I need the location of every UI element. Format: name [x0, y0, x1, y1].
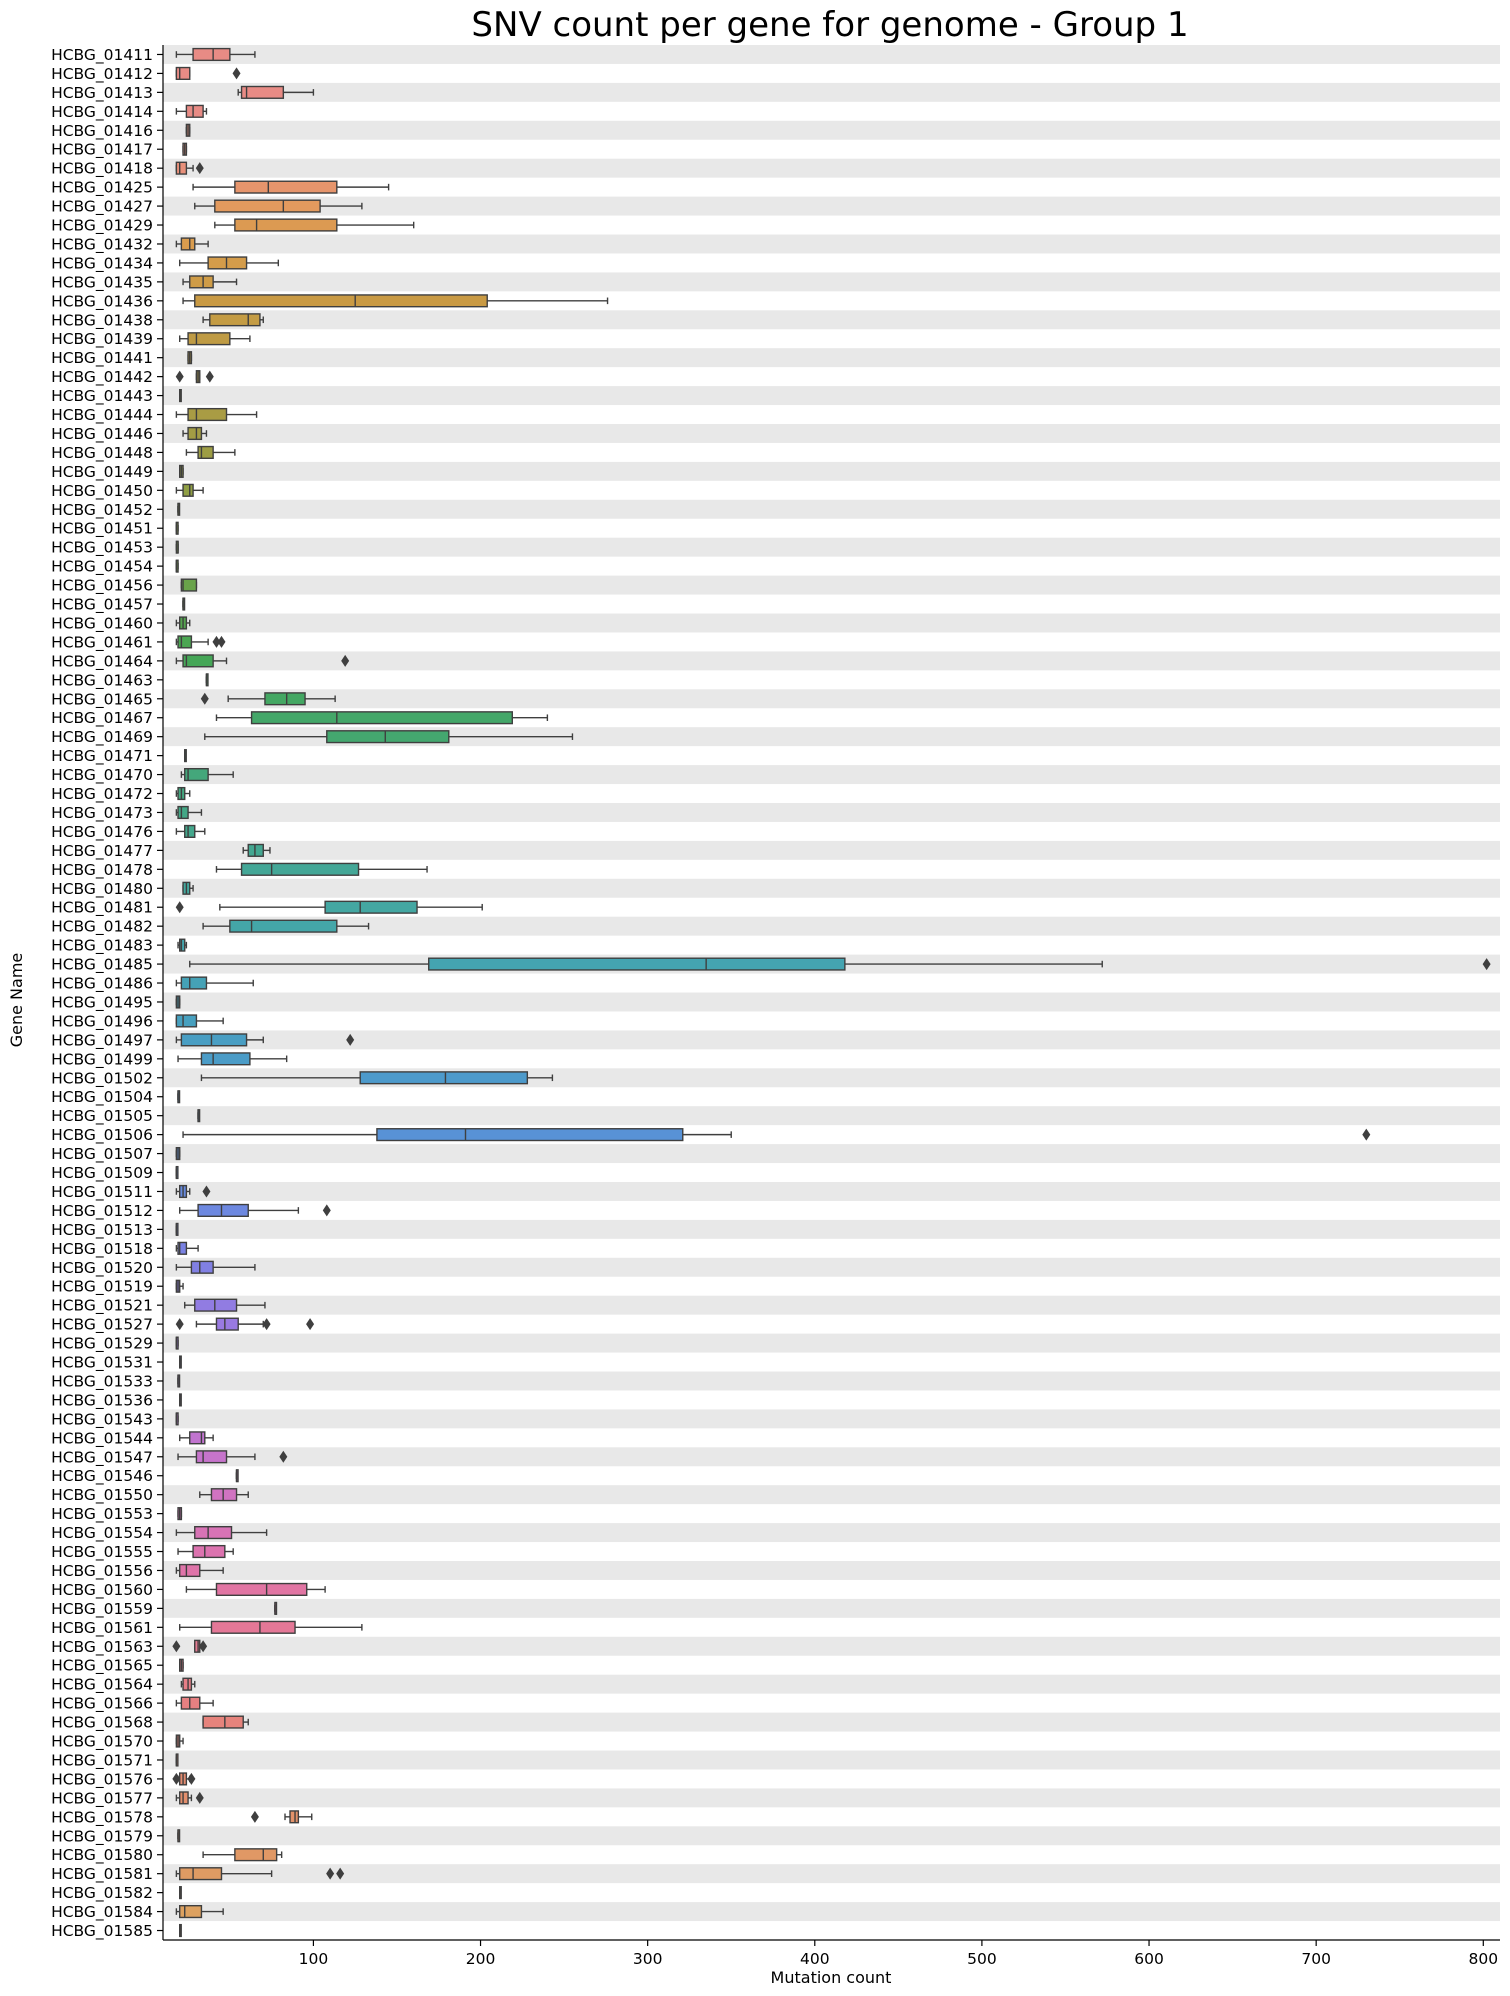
y-axis-label: Gene Name — [7, 952, 26, 1048]
box-HCBG_01442 — [176, 371, 214, 383]
y-tick-label: HCBG_01469 — [51, 728, 153, 747]
row-stripe — [163, 1447, 1500, 1466]
row-stripe — [163, 1182, 1500, 1201]
y-tick-label: HCBG_01511 — [51, 1182, 153, 1201]
box-iqr — [183, 655, 213, 667]
x-axis-label: Mutation count — [770, 1968, 892, 1987]
y-tick-label: HCBG_01481 — [51, 898, 153, 917]
y-tick-label: HCBG_01453 — [51, 538, 153, 557]
box-HCBG_01472 — [176, 788, 189, 800]
box-HCBG_01439 — [180, 333, 250, 345]
row-stripe — [163, 386, 1500, 405]
y-tick-label: HCBG_01464 — [51, 652, 153, 671]
y-tick-label: HCBG_01546 — [51, 1467, 153, 1486]
y-tick-label: HCBG_01582 — [51, 1884, 153, 1903]
box-iqr — [181, 1697, 199, 1709]
box-iqr — [216, 1584, 306, 1596]
box-HCBG_01568 — [203, 1716, 248, 1728]
box-iqr — [185, 826, 195, 838]
y-tick-label: HCBG_01560 — [51, 1580, 153, 1599]
row-stripe — [163, 576, 1500, 595]
box-HCBG_01416 — [186, 124, 189, 136]
box-iqr — [429, 958, 845, 970]
y-tick-label: HCBG_01505 — [51, 1107, 153, 1126]
y-tick-label: HCBG_01476 — [51, 822, 153, 841]
box-iqr — [235, 1849, 277, 1861]
row-stripe — [163, 689, 1500, 708]
y-tick-label: HCBG_01519 — [51, 1277, 153, 1296]
chart-title: SNV count per gene for genome - Group 1 — [471, 5, 1189, 45]
row-stripe — [163, 1864, 1500, 1883]
box-HCBG_01453 — [176, 541, 178, 553]
box-HCBG_01518 — [176, 1242, 198, 1254]
x-tick-label: 700 — [1301, 1950, 1331, 1968]
y-tick-label: HCBG_01576 — [51, 1770, 153, 1789]
row-stripe — [163, 765, 1500, 784]
y-tick-label: HCBG_01520 — [51, 1258, 153, 1277]
x-tick-label: 300 — [632, 1950, 663, 1968]
row-stripe — [163, 993, 1500, 1012]
box-HCBG_01467 — [216, 712, 547, 724]
box-iqr — [190, 276, 213, 288]
y-tick-label: HCBG_01432 — [51, 235, 153, 254]
y-tick-label: HCBG_01443 — [51, 387, 153, 406]
box-HCBG_01478 — [216, 863, 427, 875]
row-stripe — [163, 197, 1500, 216]
box-HCBG_01509 — [176, 1167, 178, 1179]
box-HCBG_01417 — [183, 143, 186, 155]
y-tick-label: HCBG_01446 — [51, 424, 153, 443]
box-HCBG_01580 — [203, 1849, 282, 1861]
row-stripe — [163, 1030, 1500, 1049]
y-tick-label: HCBG_01584 — [51, 1903, 153, 1922]
row-stripe — [163, 879, 1500, 898]
box-HCBG_01543 — [176, 1413, 178, 1425]
box-HCBG_01507 — [176, 1148, 179, 1160]
outlier-point — [306, 1318, 314, 1330]
box-iqr — [180, 1868, 222, 1880]
box-HCBG_01546 — [237, 1470, 239, 1482]
row-stripe — [163, 159, 1500, 178]
y-axis-ticks — [51, 46, 163, 1941]
y-tick-label: HCBG_01413 — [51, 83, 153, 102]
box-HCBG_01448 — [186, 447, 234, 459]
y-tick-label: HCBG_01536 — [51, 1391, 153, 1410]
box-iqr — [235, 219, 337, 231]
y-tick-label: HCBG_01486 — [51, 974, 153, 993]
box-iqr — [290, 1811, 298, 1823]
row-stripe — [163, 235, 1500, 254]
x-tick-label: 600 — [1134, 1950, 1164, 1968]
box-iqr — [242, 863, 359, 875]
box-HCBG_01434 — [180, 257, 279, 269]
box-iqr — [186, 105, 203, 117]
box-iqr — [198, 1205, 248, 1217]
box-HCBG_01582 — [180, 1887, 182, 1899]
box-HCBG_01456 — [181, 579, 196, 591]
x-tick-label: 500 — [967, 1950, 997, 1968]
row-stripe — [163, 1523, 1500, 1542]
box-iqr — [183, 484, 193, 496]
box-HCBG_01441 — [188, 352, 191, 364]
box-HCBG_01412 — [176, 67, 240, 79]
y-tick-label: HCBG_01578 — [51, 1808, 153, 1827]
box-HCBG_01481 — [176, 901, 482, 913]
outlier-point — [176, 901, 184, 913]
y-tick-label: HCBG_01521 — [51, 1296, 153, 1315]
box-iqr — [203, 1716, 243, 1728]
y-tick-label: HCBG_01439 — [51, 330, 153, 349]
row-stripe — [163, 424, 1500, 443]
row-stripe — [163, 1106, 1500, 1125]
y-tick-label: HCBG_01529 — [51, 1334, 153, 1353]
row-stripe — [163, 1561, 1500, 1580]
box-iqr — [195, 1640, 200, 1652]
y-tick-label: HCBG_01571 — [51, 1751, 153, 1770]
box-iqr — [325, 901, 417, 913]
y-tick-label: HCBG_01495 — [51, 993, 153, 1012]
box-iqr — [216, 1318, 238, 1330]
box-iqr — [195, 1299, 237, 1311]
box-HCBG_01513 — [176, 1224, 178, 1236]
y-tick-label: HCBG_01518 — [51, 1239, 153, 1258]
y-tick-label: HCBG_01502 — [51, 1069, 153, 1088]
y-tick-label: HCBG_01496 — [51, 1012, 153, 1031]
box-HCBG_01533 — [178, 1375, 180, 1387]
row-stripe — [163, 1258, 1500, 1277]
y-tick-label: HCBG_01568 — [51, 1713, 153, 1732]
y-tick-label: HCBG_01454 — [51, 557, 153, 576]
box-HCBG_01561 — [180, 1621, 362, 1633]
row-stripe — [163, 1713, 1500, 1732]
y-tick-label: HCBG_01531 — [51, 1353, 153, 1372]
y-tick-label: HCBG_01509 — [51, 1164, 153, 1183]
outlier-point — [206, 371, 214, 383]
row-stripe — [163, 1751, 1500, 1770]
box-iqr — [252, 712, 513, 724]
y-tick-label: HCBG_01471 — [51, 747, 153, 766]
y-tick-label: HCBG_01512 — [51, 1201, 153, 1220]
box-iqr — [215, 200, 320, 212]
box-HCBG_01512 — [180, 1204, 331, 1216]
box-HCBG_01566 — [176, 1697, 213, 1709]
y-tick-label: HCBG_01456 — [51, 576, 153, 595]
y-tick-label: HCBG_01442 — [51, 368, 153, 387]
box-HCBG_01452 — [178, 503, 180, 515]
y-tick-label: HCBG_01581 — [51, 1865, 153, 1884]
y-tick-label: HCBG_01450 — [51, 481, 153, 500]
box-iqr — [176, 68, 189, 80]
y-tick-label: HCBG_01533 — [51, 1372, 153, 1391]
y-tick-label: HCBG_01449 — [51, 462, 153, 481]
box-iqr — [193, 1546, 225, 1558]
box-HCBG_01463 — [206, 674, 208, 686]
y-tick-label: HCBG_01427 — [51, 197, 153, 216]
y-tick-label: HCBG_01550 — [51, 1486, 153, 1505]
y-tick-label: HCBG_01565 — [51, 1656, 153, 1675]
box-HCBG_01495 — [176, 996, 179, 1008]
box-iqr — [235, 181, 337, 193]
box-HCBG_01450 — [176, 484, 203, 496]
row-stripe — [163, 1637, 1500, 1656]
y-tick-label: HCBG_01425 — [51, 178, 153, 197]
y-tick-label: HCBG_01463 — [51, 671, 153, 690]
y-tick-label: HCBG_01543 — [51, 1410, 153, 1429]
row-stripe — [163, 1144, 1500, 1163]
box-iqr — [180, 1792, 188, 1804]
y-tick-label: HCBG_01418 — [51, 159, 153, 178]
y-tick-label: HCBG_01556 — [51, 1561, 153, 1580]
box-iqr — [190, 1432, 205, 1444]
row-stripe — [163, 45, 1500, 64]
box-HCBG_01444 — [176, 409, 256, 421]
outlier-point — [217, 636, 225, 648]
box-HCBG_01565 — [180, 1659, 183, 1671]
x-tick-label: 100 — [298, 1950, 329, 1968]
box-HCBG_01438 — [203, 314, 263, 326]
row-stripe — [163, 1296, 1500, 1315]
box-iqr — [195, 295, 487, 307]
y-tick-label: HCBG_01472 — [51, 785, 153, 804]
y-tick-label: HCBG_01438 — [51, 311, 153, 330]
box-iqr — [188, 428, 201, 440]
y-tick-label: HCBG_01467 — [51, 709, 153, 728]
y-tick-label: HCBG_01480 — [51, 879, 153, 898]
row-stripe — [163, 500, 1500, 519]
box-iqr — [176, 1015, 196, 1027]
y-tick-label: HCBG_01504 — [51, 1088, 153, 1107]
row-stripe — [163, 1902, 1500, 1921]
y-tick-label: HCBG_01507 — [51, 1145, 153, 1164]
box-iqr — [248, 845, 263, 857]
box-HCBG_01555 — [178, 1546, 233, 1558]
y-tick-label: HCBG_01452 — [51, 500, 153, 519]
row-stripe — [163, 651, 1500, 670]
box-iqr — [176, 162, 186, 174]
y-tick-label: HCBG_01561 — [51, 1618, 153, 1637]
row-stripe — [163, 841, 1500, 860]
box-iqr — [201, 1053, 249, 1065]
box-HCBG_01443 — [180, 390, 182, 402]
box-iqr — [198, 447, 213, 459]
y-tick-label: HCBG_01482 — [51, 917, 153, 936]
box-iqr — [188, 409, 226, 421]
box-iqr — [196, 1451, 226, 1463]
x-axis-ticks — [299, 1940, 1498, 1968]
box-HCBG_01476 — [176, 826, 204, 838]
row-stripe — [163, 310, 1500, 329]
y-tick-label: HCBG_01547 — [51, 1448, 153, 1467]
y-tick-label: HCBG_01497 — [51, 1031, 153, 1050]
y-tick-label: HCBG_01485 — [51, 955, 153, 974]
box-iqr — [191, 1261, 213, 1273]
y-tick-label: HCBG_01411 — [51, 45, 153, 64]
y-tick-label: HCBG_01570 — [51, 1732, 153, 1751]
outlier-point — [233, 67, 241, 79]
y-tick-label: HCBG_01559 — [51, 1599, 153, 1618]
box-HCBG_01436 — [183, 295, 607, 307]
y-tick-label: HCBG_01478 — [51, 860, 153, 879]
y-tick-label: HCBG_01473 — [51, 803, 153, 822]
y-tick-label: HCBG_01436 — [51, 292, 153, 311]
x-tick-label: 200 — [465, 1950, 496, 1968]
box-iqr — [181, 977, 206, 989]
x-tick-label: 800 — [1468, 1950, 1499, 1968]
outlier-point — [176, 371, 184, 383]
box-HCBG_01529 — [176, 1337, 178, 1349]
box-HCBG_01559 — [275, 1603, 277, 1615]
row-stripe — [163, 1220, 1500, 1239]
row-stripe — [163, 121, 1500, 140]
row-stripe — [163, 1826, 1500, 1845]
outlier-point — [263, 1318, 271, 1330]
y-tick-label: HCBG_01460 — [51, 614, 153, 633]
row-stripes — [163, 45, 1500, 1921]
box-HCBG_01585 — [180, 1925, 182, 1937]
y-tick-label: HCBG_01448 — [51, 443, 153, 462]
row-stripe — [163, 1409, 1500, 1428]
outlier-point — [176, 1318, 184, 1330]
row-stripe — [163, 1485, 1500, 1504]
box-HCBG_01471 — [185, 750, 187, 762]
box-HCBG_01519 — [176, 1280, 183, 1292]
box-iqr — [178, 636, 191, 648]
y-tick-label: HCBG_01555 — [51, 1543, 153, 1562]
y-tick-label: HCBG_01412 — [51, 64, 153, 83]
y-tick-label: HCBG_01577 — [51, 1789, 153, 1808]
box-iqr — [181, 238, 194, 250]
row-stripe — [163, 1599, 1500, 1618]
x-tick-label: 400 — [799, 1950, 830, 1968]
box-HCBG_01496 — [176, 1015, 223, 1027]
box-iqr — [180, 939, 185, 951]
y-tick-label: HCBG_01429 — [51, 216, 153, 235]
box-HCBG_01506 — [183, 1129, 1370, 1141]
box-HCBG_01483 — [178, 939, 186, 951]
y-tick-label: HCBG_01566 — [51, 1694, 153, 1713]
box-HCBG_01527 — [176, 1318, 314, 1330]
box-HCBG_01505 — [198, 1110, 200, 1122]
box-HCBG_01531 — [180, 1356, 182, 1368]
outlier-point — [187, 1773, 195, 1785]
box-HCBG_01570 — [176, 1735, 183, 1747]
outlier-point — [251, 1811, 259, 1823]
row-stripe — [163, 803, 1500, 822]
box-HCBG_01571 — [176, 1754, 178, 1766]
box-iqr — [181, 1034, 246, 1046]
box-HCBG_01461 — [176, 636, 225, 648]
y-tick-label: HCBG_01527 — [51, 1315, 153, 1334]
y-tick-label: HCBG_01499 — [51, 1050, 153, 1069]
box-HCBG_01560 — [186, 1584, 325, 1596]
box-iqr — [377, 1129, 683, 1141]
box-HCBG_01536 — [180, 1394, 182, 1406]
box-HCBG_01504 — [178, 1091, 180, 1103]
box-iqr — [180, 1906, 202, 1918]
box-HCBG_01454 — [176, 560, 178, 572]
box-HCBG_01414 — [176, 105, 206, 117]
box-iqr — [210, 314, 260, 326]
outlier-point — [323, 1204, 331, 1216]
y-tick-label: HCBG_01553 — [51, 1505, 153, 1524]
box-iqr — [242, 87, 284, 99]
y-tick-label: HCBG_01506 — [51, 1126, 153, 1145]
y-tick-label: HCBG_01580 — [51, 1846, 153, 1865]
box-iqr — [188, 333, 230, 345]
y-tick-label: HCBG_01564 — [51, 1675, 153, 1694]
y-tick-label: HCBG_01579 — [51, 1827, 153, 1846]
box-iqr — [183, 1678, 191, 1690]
box-iqr — [193, 49, 230, 61]
box-HCBG_01576 — [172, 1773, 195, 1785]
row-stripe — [163, 272, 1500, 291]
box-HCBG_01499 — [178, 1053, 287, 1065]
y-tick-label: HCBG_01465 — [51, 690, 153, 709]
y-tick-label: HCBG_01435 — [51, 273, 153, 292]
y-tick-label: HCBG_01451 — [51, 519, 153, 538]
y-tick-label: HCBG_01457 — [51, 595, 153, 614]
y-tick-label: HCBG_01477 — [51, 841, 153, 860]
y-tick-label: HCBG_01554 — [51, 1524, 153, 1543]
y-tick-label: HCBG_01585 — [51, 1922, 153, 1941]
row-stripe — [163, 348, 1500, 367]
box-iqr — [265, 693, 305, 705]
y-tick-label: HCBG_01513 — [51, 1220, 153, 1239]
box-HCBG_01578 — [251, 1811, 312, 1823]
box-iqr — [230, 920, 337, 932]
y-tick-label: HCBG_01470 — [51, 766, 153, 785]
box-HCBG_01449 — [180, 466, 183, 478]
outlier-point — [1362, 1129, 1370, 1141]
box-iqr — [180, 1565, 200, 1577]
box-iqr — [211, 1489, 236, 1501]
row-stripe — [163, 1334, 1500, 1353]
box-iqr — [360, 1072, 527, 1084]
box-HCBG_01429 — [215, 219, 414, 231]
row-stripe — [163, 462, 1500, 481]
box-HCBG_01425 — [193, 181, 389, 193]
y-tick-label: HCBG_01483 — [51, 936, 153, 955]
row-stripe — [163, 1788, 1500, 1807]
box-iqr — [327, 731, 449, 743]
box-HCBG_01457 — [183, 598, 185, 610]
box-HCBG_01486 — [176, 977, 253, 989]
row-stripe — [163, 538, 1500, 557]
y-tick-label: HCBG_01414 — [51, 102, 153, 121]
row-stripe — [163, 614, 1500, 633]
box-iqr — [195, 1527, 232, 1539]
y-tick-label: HCBG_01416 — [51, 121, 153, 140]
y-tick-label: HCBG_01563 — [51, 1637, 153, 1656]
box-HCBG_01553 — [178, 1508, 181, 1520]
box-HCBG_01544 — [180, 1432, 213, 1444]
box-HCBG_01579 — [178, 1830, 180, 1842]
y-tick-label: HCBG_01444 — [51, 406, 153, 425]
y-tick-label: HCBG_01441 — [51, 349, 153, 368]
box-iqr — [178, 807, 188, 819]
y-tick-label: HCBG_01417 — [51, 140, 153, 159]
box-iqr — [211, 1621, 295, 1633]
box-HCBG_01451 — [176, 522, 178, 534]
row-stripe — [163, 1372, 1500, 1391]
box-iqr — [208, 257, 246, 269]
y-tick-label: HCBG_01544 — [51, 1429, 153, 1448]
y-tick-label: HCBG_01461 — [51, 633, 153, 652]
y-tick-label: HCBG_01434 — [51, 254, 153, 273]
row-stripe — [163, 83, 1500, 102]
row-stripe — [163, 1675, 1500, 1694]
